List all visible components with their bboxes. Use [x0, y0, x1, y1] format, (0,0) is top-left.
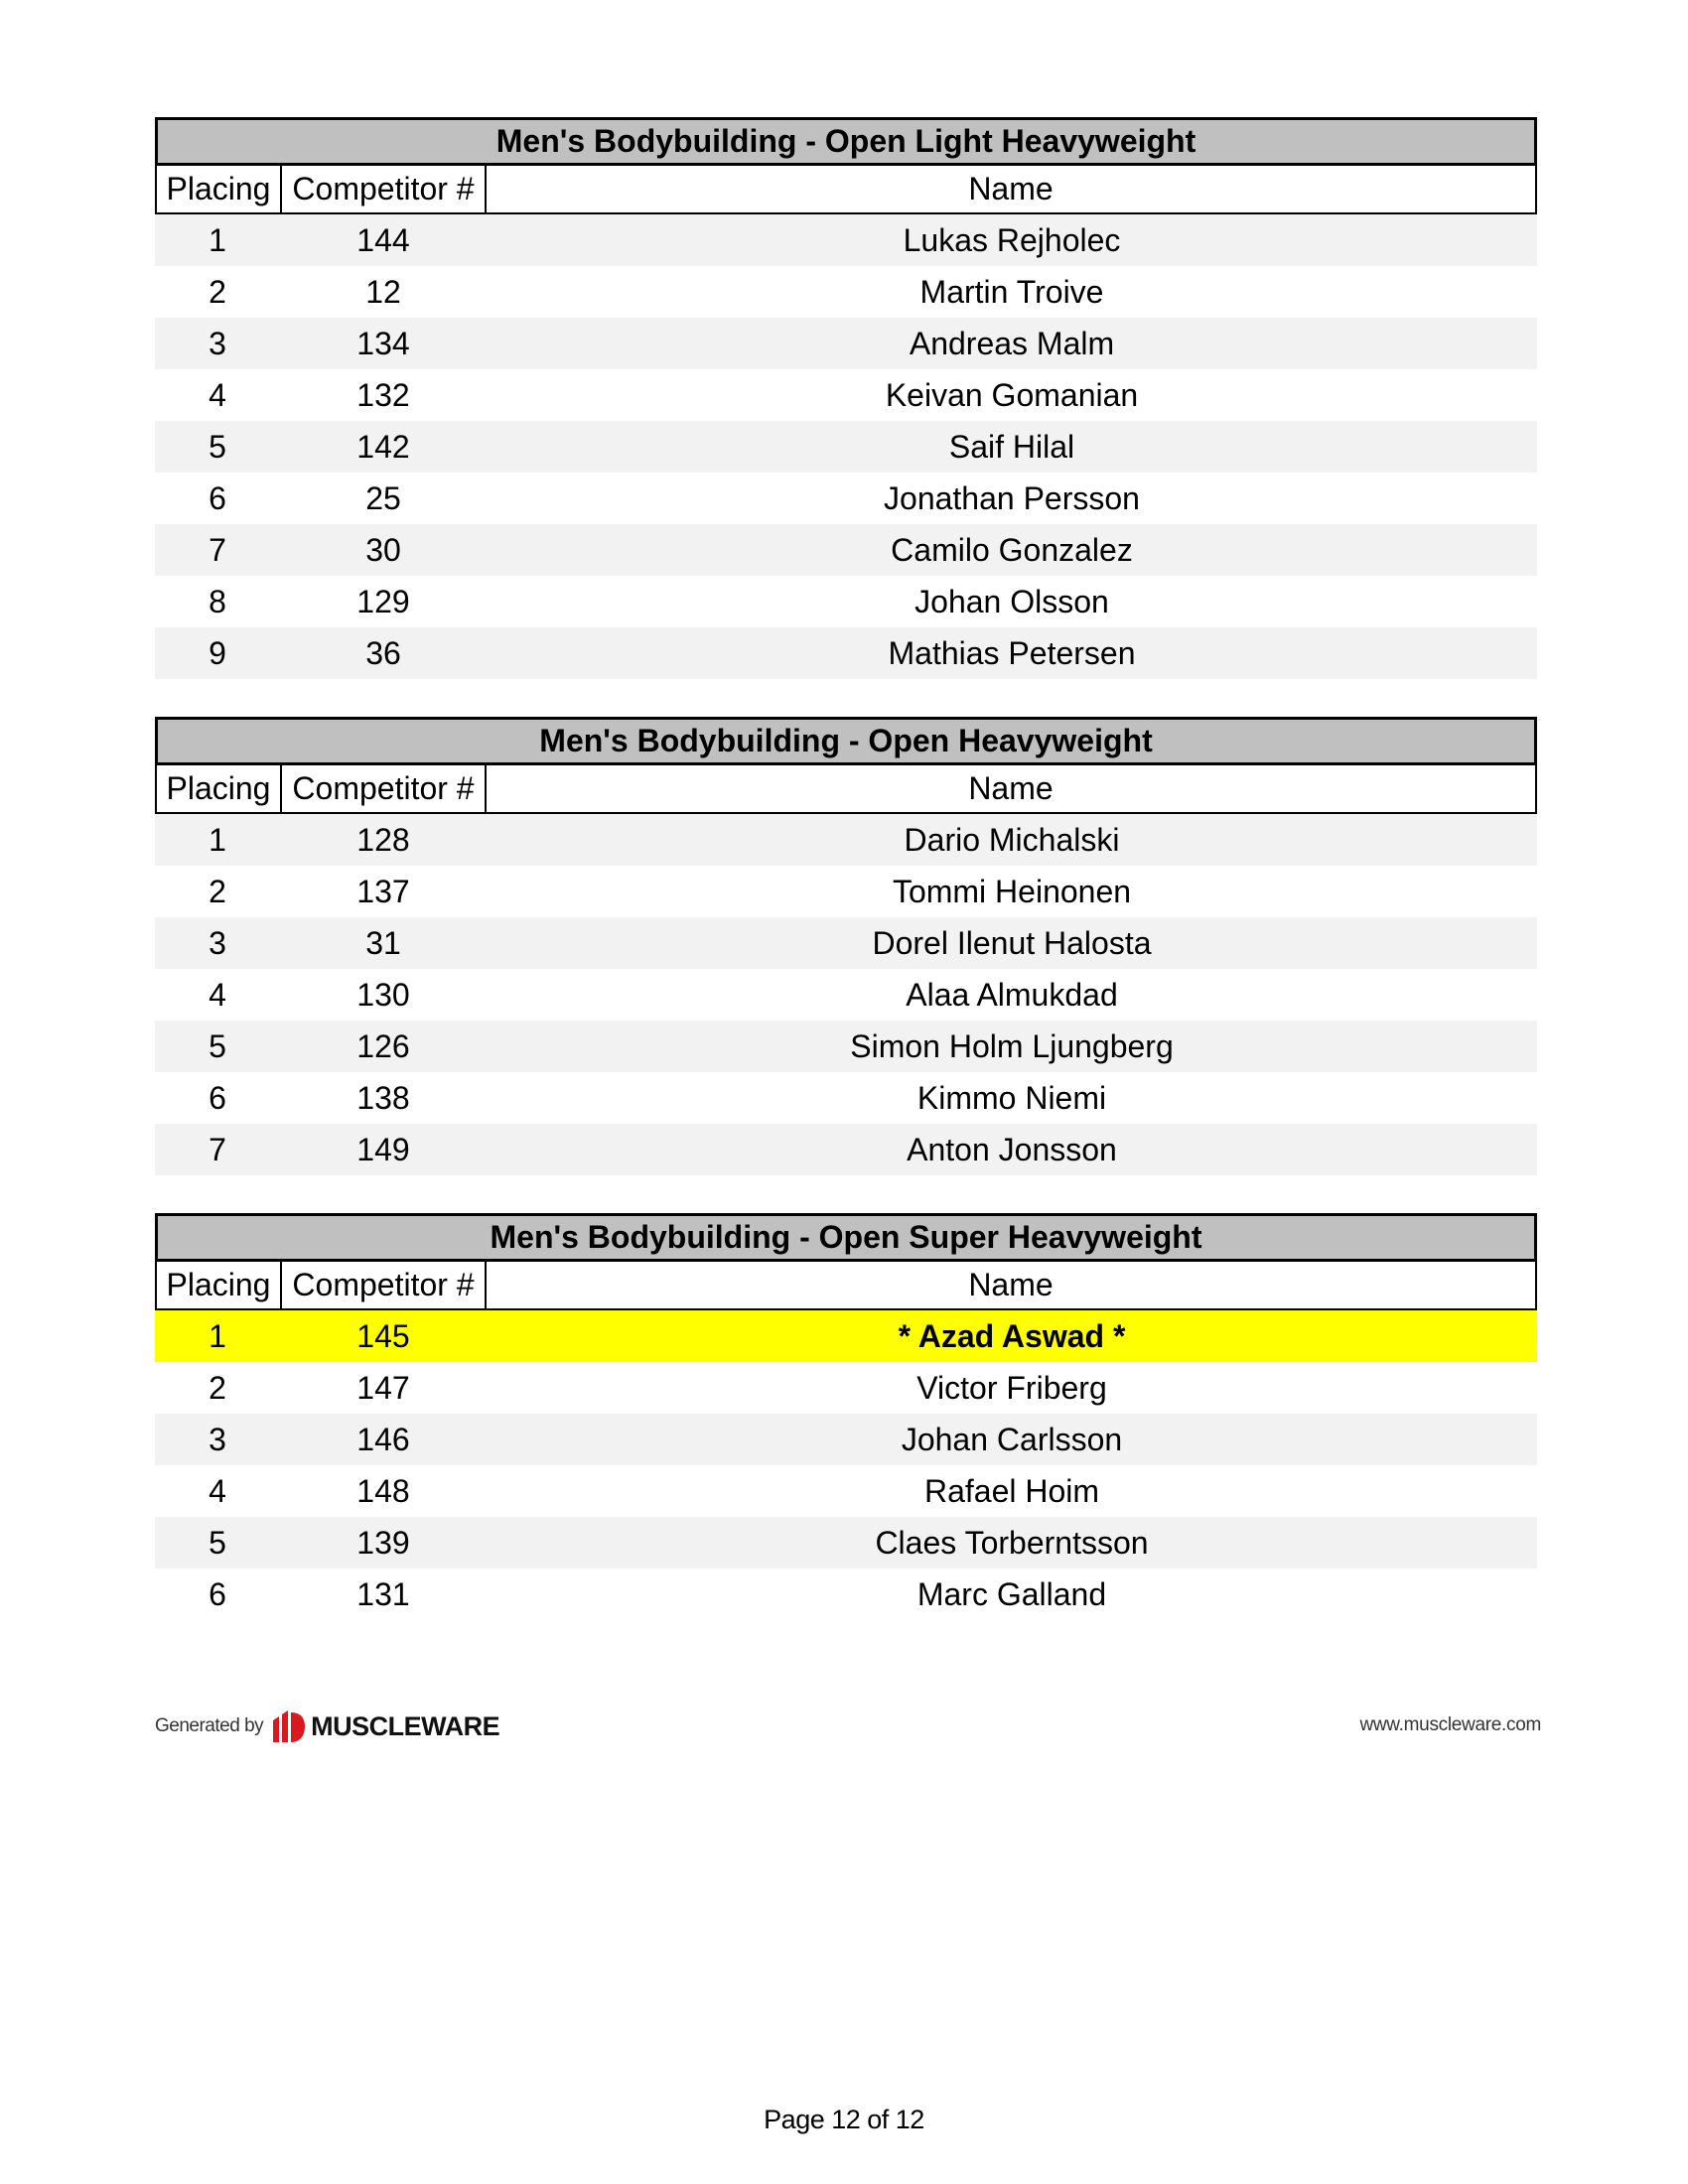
- table-row: [155, 627, 1537, 679]
- cell-competitor: 126: [356, 1027, 410, 1064]
- table-body: [155, 214, 1537, 679]
- cell-name: Simon Holm Ljungberg: [850, 1027, 1174, 1064]
- results-table-light-heavyweight: [155, 117, 1537, 679]
- cell-name: Dorel Ilenut Halosta: [872, 924, 1152, 961]
- cell-name: Johan Carlsson: [901, 1421, 1123, 1457]
- cell-competitor: 131: [356, 1575, 410, 1612]
- cell-name: Saif Hilal: [948, 428, 1075, 465]
- website-link[interactable]: www.muscleware.com: [1359, 1714, 1541, 1735]
- cell-placing: 4: [209, 976, 226, 1013]
- table-row: [155, 1021, 1537, 1072]
- cell-placing: 8: [209, 583, 226, 619]
- cell-competitor: 137: [356, 873, 410, 909]
- cell-placing: 5: [209, 428, 226, 465]
- table-header-row: [155, 765, 1537, 814]
- cell-placing: 5: [209, 1524, 226, 1561]
- cell-name: Rafael Hoim: [923, 1472, 1100, 1509]
- table-row: [155, 369, 1537, 421]
- cell-placing: 6: [209, 479, 226, 516]
- cell-name: Anton Jonsson: [907, 1131, 1117, 1167]
- table-title: Men's Bodybuilding - Open Heavyweight: [155, 717, 1537, 765]
- table-row: [155, 1124, 1537, 1175]
- table-row: [155, 318, 1537, 369]
- cell-competitor: 132: [356, 376, 410, 413]
- cell-placing: 5: [209, 1027, 226, 1064]
- table-row: [155, 214, 1537, 266]
- cell-placing: 6: [209, 1079, 226, 1116]
- cell-placing: 1: [209, 221, 226, 258]
- header-name: Name: [968, 171, 1054, 206]
- cell-competitor: 142: [356, 428, 410, 465]
- generated-by-label: Generated by: [155, 1715, 264, 1736]
- cell-name: Martin Troive: [919, 273, 1104, 310]
- cell-competitor: 128: [356, 821, 410, 858]
- header-competitor: Competitor #: [282, 166, 487, 212]
- table-title: Men's Bodybuilding - Open Super Heavyweight: [155, 1213, 1537, 1262]
- cell-competitor: 139: [356, 1524, 410, 1561]
- cell-competitor: 148: [356, 1472, 410, 1509]
- table-row: [155, 524, 1537, 576]
- cell-name: Victor Friberg: [916, 1369, 1107, 1406]
- cell-name: Dario Michalski: [904, 821, 1120, 858]
- table-row: [155, 473, 1537, 524]
- cell-placing: 3: [209, 325, 226, 361]
- cell-placing: 2: [209, 1369, 226, 1406]
- table-row: [155, 917, 1537, 969]
- table-header-row: [155, 1262, 1537, 1310]
- cell-competitor: 146: [356, 1421, 410, 1457]
- table-row: [155, 969, 1537, 1021]
- header-placing: Placing: [157, 765, 282, 812]
- cell-competitor: 134: [356, 325, 410, 361]
- cell-name: Andreas Malm: [909, 325, 1115, 361]
- table-row: [155, 1414, 1537, 1465]
- cell-placing: 2: [209, 873, 226, 909]
- cell-name: Mathias Petersen: [888, 634, 1136, 671]
- header-competitor: Competitor #: [282, 765, 487, 812]
- table-header-row: [155, 166, 1537, 214]
- cell-placing: 2: [209, 273, 226, 310]
- cell-name: Marc Galland: [916, 1575, 1107, 1612]
- cell-name: Keivan Gomanian: [885, 376, 1139, 413]
- table-title: Men's Bodybuilding - Open Light Heavyweight: [155, 117, 1537, 166]
- cell-competitor: 147: [356, 1369, 410, 1406]
- table-row: [155, 1072, 1537, 1124]
- cell-name: Tommi Heinonen: [892, 873, 1132, 909]
- header-placing: Placing: [157, 1262, 282, 1308]
- header-name: Name: [968, 1267, 1054, 1302]
- header-placing: Placing: [157, 166, 282, 212]
- cell-placing: 1: [209, 821, 226, 858]
- table-row: [155, 1569, 1537, 1620]
- cell-placing: 9: [209, 634, 226, 671]
- page-number: Page 12 of 12: [764, 2105, 924, 2134]
- table-row: [155, 1517, 1537, 1569]
- cell-name: Jonathan Persson: [884, 479, 1140, 516]
- cell-competitor: 30: [365, 531, 401, 568]
- cell-competitor: 25: [365, 479, 401, 516]
- cell-competitor: 31: [365, 924, 401, 961]
- cell-name: Kimmo Niemi: [916, 1079, 1107, 1116]
- header-competitor: Competitor #: [282, 1262, 487, 1308]
- table-row: [155, 266, 1537, 318]
- table-row: [155, 1465, 1537, 1517]
- cell-competitor: 138: [356, 1079, 410, 1116]
- cell-placing: 7: [209, 1131, 226, 1167]
- footer: [155, 1703, 1541, 1742]
- cell-placing: 1: [209, 1317, 226, 1354]
- cell-name: * Azad Aswad *: [898, 1317, 1126, 1354]
- cell-competitor: 36: [365, 634, 401, 671]
- cell-placing: 3: [209, 1421, 226, 1457]
- cell-competitor: 12: [365, 273, 401, 310]
- cell-competitor: 145: [356, 1317, 410, 1354]
- cell-name: Lukas Rejholec: [903, 221, 1121, 258]
- cell-name: Camilo Gonzalez: [891, 531, 1133, 568]
- table-row: [155, 1362, 1537, 1414]
- logo-text: MUSCLEWARE: [311, 1710, 500, 1741]
- table-row: [155, 814, 1537, 866]
- muscleware-logo-icon: [271, 1708, 307, 1744]
- cell-competitor: 129: [356, 583, 410, 619]
- cell-name: Claes Torberntsson: [875, 1524, 1149, 1561]
- cell-name: Johan Olsson: [914, 583, 1109, 619]
- cell-competitor: 149: [356, 1131, 410, 1167]
- header-name: Name: [968, 770, 1054, 806]
- table-row-highlighted: [155, 1310, 1537, 1362]
- cell-placing: 6: [209, 1575, 226, 1612]
- cell-placing: 4: [209, 1472, 226, 1509]
- table-row: [155, 421, 1537, 473]
- cell-placing: 7: [209, 531, 226, 568]
- cell-competitor: 130: [356, 976, 410, 1013]
- results-table-super-heavyweight: [155, 1213, 1537, 1620]
- table-body: [155, 1310, 1537, 1620]
- cell-placing: 3: [209, 924, 226, 961]
- cell-name: Alaa Almukdad: [906, 976, 1118, 1013]
- table-row: [155, 866, 1537, 917]
- generated-by-credit: [155, 1708, 499, 1744]
- cell-placing: 4: [209, 376, 226, 413]
- results-table-heavyweight: [155, 717, 1537, 1175]
- table-row: [155, 576, 1537, 627]
- table-body: [155, 814, 1537, 1175]
- cell-competitor: 144: [356, 221, 410, 258]
